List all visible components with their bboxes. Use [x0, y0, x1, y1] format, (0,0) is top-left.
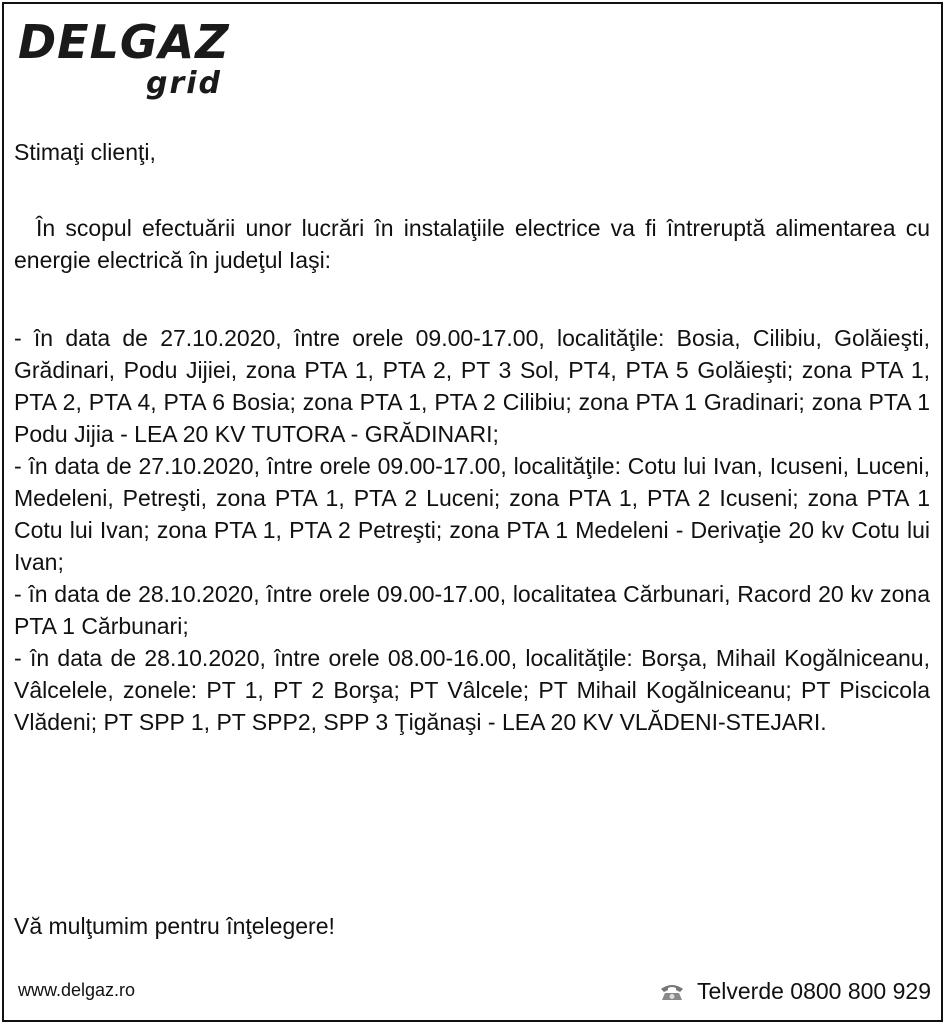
outage-item: - în data de 28.10.2020, între orele 08.00-16.00, localităţile: Borşa, Mihail Kogălniceanu, Vâlcelele, zonele: PT 1, PT 2 Borşa; PT Vâlcele; PT Mihail Kogălniceanu; PT Piscicola Vlădeni; PT SPP 1, PT SPP2, SPP 3 Ţigănaşi - LEA 20 KV VLĂDENI-STEJARI.	[14, 645, 930, 735]
outage-list	[14, 322, 930, 738]
delgaz-grid-logo	[18, 14, 238, 104]
outage-item: - în data de 27.10.2020, între orele 09.00-17.00, localităţile: Bosia, Cilibiu, Golăieşti, Grădinari, Podu Jijiei, zona PTA 1, PTA 2, PT 3 Sol, PT4, PTA 5 Golăieşti; zona PTA 1, PTA 2, PTA 4, PTA 6 Bosia; zona PTA 1, PTA 2 Cilibiu; zona PTA 1 Gradinari; zona PTA 1 Podu Jijia - LEA 20 KV TUTORA - GRĂDINARI;	[14, 325, 930, 447]
telephone-icon	[659, 982, 685, 1002]
thanks-line: Vă mulţumim pentru înţelegere!	[14, 913, 335, 939]
intro-paragraph: În scopul efectuării unor lucrări în instalaţiile electrice va fi întreruptă alimentarea cu energie electrică în judeţul Iaşi:	[14, 215, 930, 273]
outage-item: - în data de 28.10.2020, între orele 09.00-17.00, localitatea Cărbunari, Racord 20 kv zona PTA 1 Cărbunari;	[14, 581, 930, 639]
website-link[interactable]: www.delgaz.ro	[18, 980, 136, 1000]
logo-main-text: DELGAZ	[18, 15, 230, 69]
phone-contact	[659, 978, 931, 1005]
logo-sub-text: grid	[146, 66, 223, 101]
phone-text: Telverde 0800 800 929	[696, 978, 931, 1004]
greeting: Stimaţi clienţi,	[14, 139, 156, 165]
outage-item: - în data de 27.10.2020, între orele 09.00-17.00, localităţile: Cotu lui Ivan, Icuseni, Luceni, Medeleni, Petreşti, zona PTA 1, PTA 2 Luceni; zona PTA 1, PTA 2 Icuseni; zona PTA 1 Cotu lui Ivan; zona PTA 1, PTA 2 Petreşti; zona PTA 1 Medeleni - Derivaţie 20 kv Cotu lui Ivan;	[14, 453, 930, 575]
